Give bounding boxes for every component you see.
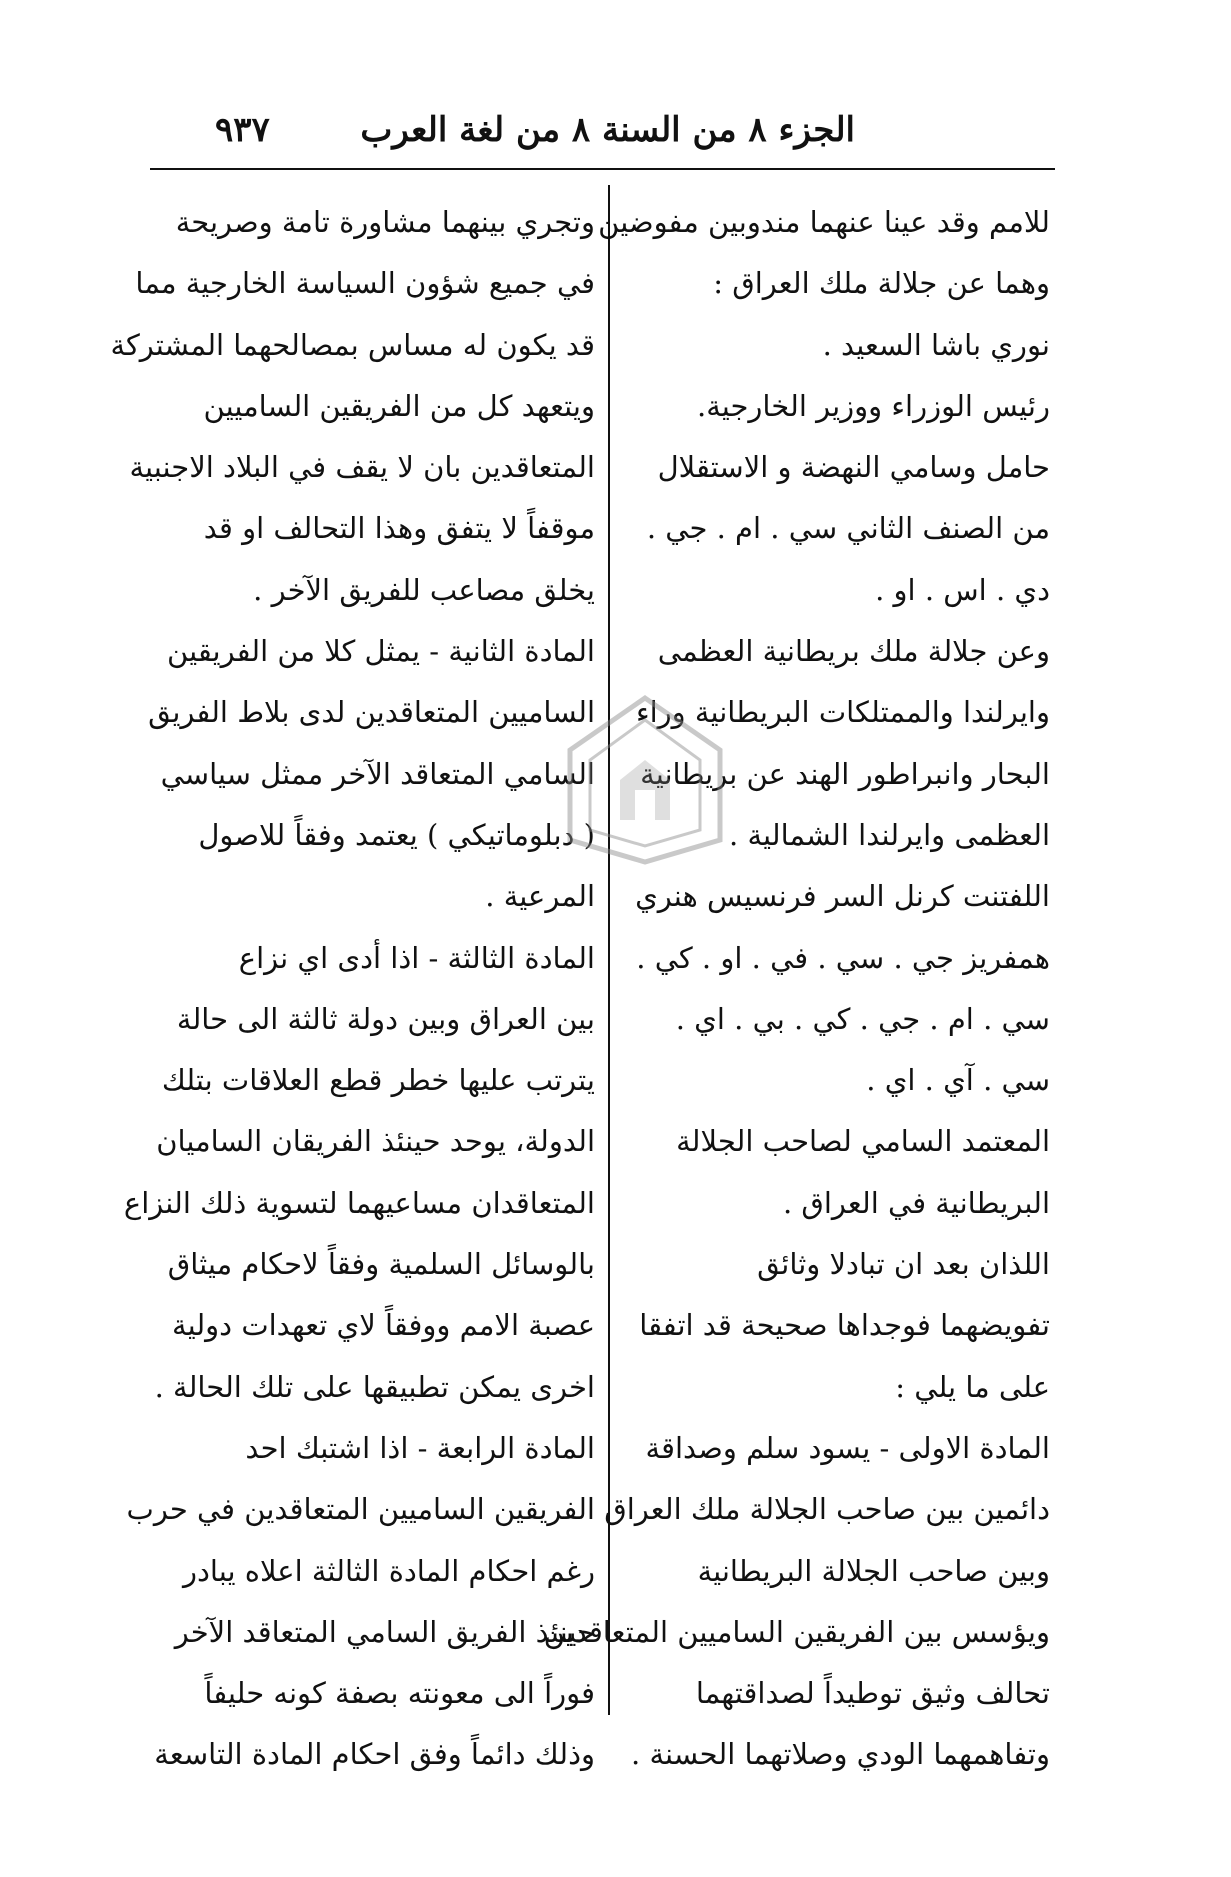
right-column-line: العظمى وايرلندا الشمالية .	[729, 817, 1050, 852]
left-column-line: بالوسائل السلمية وفقاً لاحكام ميثاق	[167, 1247, 595, 1282]
left-column-line: موقفاً لا يتفق وهذا التحالف او قد	[203, 511, 595, 546]
left-column-line: السامي المتعاقد الآخر ممثل سياسي	[160, 756, 595, 791]
right-column-line: اللذان بعد ان تبادلا وثائق	[757, 1247, 1050, 1282]
right-column-line: سي . ام . جي . كي . بي . اي .	[675, 1001, 1050, 1036]
left-column-line: المادة الثالثة - اذا أدى اي نزاع	[238, 940, 595, 975]
right-column-line: وهما عن جلالة ملك العراق :	[713, 266, 1050, 301]
left-column-line: بين العراق وبين دولة ثالثة الى حالة	[176, 1001, 595, 1036]
left-column-line: الساميين المتعاقدين لدى بلاط الفريق	[148, 695, 595, 730]
right-column-line: وتفاهمهما الودي وصلاتهما الحسنة .	[631, 1737, 1050, 1772]
right-column-line: ويؤسس بين الفريقين الساميين المتعاقدين	[543, 1614, 1050, 1649]
page-number: ٩٣٧	[215, 110, 270, 150]
left-column-line: المرعية .	[485, 879, 595, 914]
right-column	[543, 192, 1050, 1786]
right-column-line: وبين صاحب الجلالة البريطانية	[697, 1553, 1050, 1588]
left-column-line: رغم احكام المادة الثالثة اعلاه يبادر	[182, 1553, 595, 1588]
running-title: الجزء ٨ من السنة ٨ من لغة العرب	[360, 110, 855, 150]
right-column-line: وعن جلالة ملك بريطانية العظمى	[657, 634, 1050, 669]
left-column-line: وتجري بينهما مشاورة تامة وصريحة	[175, 205, 595, 239]
right-column-line: نوري باشا السعيد .	[822, 327, 1050, 362]
library-stamp-watermark	[560, 690, 730, 870]
left-column	[110, 192, 595, 1786]
left-column-line: في جميع شؤون السياسة الخارجية مما	[135, 266, 595, 301]
right-column-line: رئيس الوزراء ووزير الخارجية.	[696, 388, 1050, 423]
page-header	[215, 100, 855, 160]
left-column-line: يخلق مصاعب للفريق الآخر .	[253, 572, 595, 607]
left-column-line: حينئذ الفريق السامي المتعاقد الآخر	[174, 1614, 595, 1649]
right-column-line: وايرلندا والممتلكات البريطانية وراء	[635, 695, 1050, 730]
left-column-line: عصبة الامم ووفقاً لاي تعهدات دولية	[172, 1308, 595, 1343]
left-column-line: الدولة، يوحد حينئذ الفريقان الساميان	[156, 1124, 595, 1159]
left-column-line: ويتعهد كل من الفريقين الساميين	[203, 388, 595, 423]
right-column-line: من الصنف الثاني سي . ام . جي .	[646, 511, 1050, 546]
left-column-line: الفريقين الساميين المتعاقدين في حرب	[126, 1492, 595, 1527]
left-column-line: اخرى يمكن تطبيقها على تلك الحالة .	[154, 1369, 595, 1404]
right-column-line: تفويضهما فوجداها صحيحة قد اتفقا	[639, 1308, 1050, 1343]
right-column-line: المادة الاولى - يسود سلم وصداقة	[645, 1430, 1050, 1465]
left-column-line: المادة الثانية - يمثل كلا من الفريقين	[167, 634, 595, 669]
right-column-line: المعتمد السامي لصاحب الجلالة	[676, 1124, 1050, 1159]
header-rule	[150, 168, 1055, 170]
left-column-line: المتعاقدان مساعيهما لتسوية ذلك النزاع	[123, 1185, 595, 1220]
left-column-line: فوراً الى معونته بصفة كونه حليفاً	[204, 1676, 595, 1711]
right-column-line: اللفتنت كرنل السر فرنسيس هنري	[635, 879, 1050, 914]
left-column-line: وذلك دائماً وفق احكام المادة التاسعة	[154, 1737, 595, 1772]
right-column-line: للامم وقد عينا عنهما مندوبين مفوضين	[598, 205, 1050, 239]
right-column-line: تحالف وثيق توطيداً لصداقتهما	[695, 1676, 1050, 1711]
left-column-line: قد يكون له مساس بمصالحهما المشتركة	[110, 327, 595, 362]
right-column-line: البحار وانبراطور الهند عن بريطانية	[640, 756, 1050, 791]
right-column-line: همفريز جي . سي . في . او . كي .	[636, 940, 1050, 975]
left-column-line: المادة الرابعة - اذا اشتبك احد	[245, 1430, 595, 1465]
left-column-line: ( دبلوماتيكي ) يعتمد وفقاً للاصول	[198, 817, 595, 852]
right-column-line: على ما يلي :	[895, 1369, 1050, 1404]
left-column-line: يترتب عليها خطر قطع العلاقات بتلك	[161, 1063, 595, 1098]
right-column-line: سي . آي . اي .	[866, 1063, 1050, 1098]
left-column-line: المتعاقدين بان لا يقف في البلاد الاجنبية	[129, 450, 595, 485]
right-column-line: البريطانية في العراق .	[782, 1185, 1050, 1220]
right-column-line: دي . اس . او .	[875, 572, 1050, 607]
right-column-line: حامل وسامي النهضة و الاستقلال	[657, 450, 1050, 485]
right-column-line: دائمين بين صاحب الجلالة ملك العراق	[604, 1492, 1050, 1527]
